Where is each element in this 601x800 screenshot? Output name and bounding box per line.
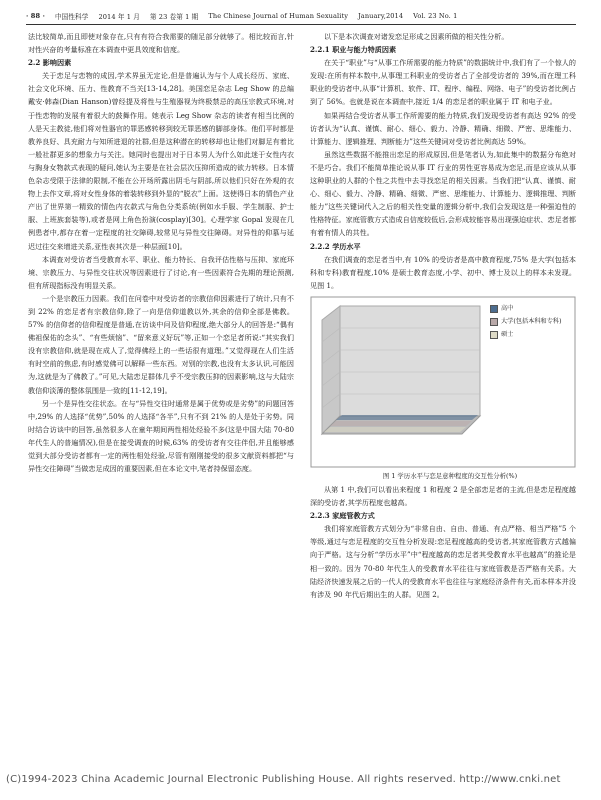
chart-side-wall [322, 306, 340, 434]
subsection-heading: 2.2.1 职业与能力特质因素 [310, 45, 397, 55]
subsection-heading: 2.2.2 学历水平 [310, 241, 361, 251]
volume-cn: 第 23 卷第 1 期 [149, 13, 199, 21]
series-depth-row [336, 415, 478, 420]
subsection-heading: 2.2.3 家庭管教方式 [310, 511, 375, 521]
paragraph: 从第 1 中,我们可以看出来程度 1 和程度 2 是全部恋足者的主流,但是恋足程度越深的受访者,其学历程度也越高。 [310, 484, 576, 508]
legend-label: 高中 [501, 304, 514, 312]
paragraph: 以下是本次调查对诸发恋足形成之因素所做的相关性分析。 [324, 32, 509, 41]
paragraph: 一个是宗教压力因素。我们在问卷中对受访者的宗教信仰因素进行了统计,只有不到 22% 的恋足者有宗教信仰,除了一向是信仰道教以外,其余的信仰全部是佛教。57% 的信仰者的信仰程度是普通,在访谈中问及信仰程度,绝大部分人的回答是:“偶有佛祖保佑的念头”、“有些烦恼”、“留来意义好玩”等,正如一个恋足者所说:“其实我们没有宗教信仰,就是现在成人了,觉得佛经上的一些话很有道理。”又觉得现在人们生活有时空前的焦虑,有时感觉佛可以解释一些东西。对别的宗教,也没有太多认识,可能因为,这就是为了佛教了。”可见,大陆恋足群体几乎不受宗教压抑的因素影响,这与大陆宗教信仰淡薄的整体氛围是一致的[11-12,19]。 [28, 293, 294, 395]
paragraph: 本调查对受访者当受教育水平、职业、能力特长、自我评估性格与压抑、家庭环境、宗教压力、与异性交往状况等因素进行了讨论,有一些因素符合先期的理论预测,但有所现指标没有明显关系。 [28, 254, 294, 290]
paragraph: 我们将家庭管教方式划分为“非常自由、自由、普通、有点严格、相当严格”5 个等级,通过与恋足程度的交互性分析发现:恋足程度越高的受访者,其家庭管教方式越偏向于严格。这与分析“学历水平”中“程度越高的恋足者其受教育水平也越高”的推论是相一致的。因为 70-80 年代生人的受教育水平往往与家庭管教是否严格有关系。大陆经济快速发展之后的一代人的受教育水平也往往与家庭经济条件有关,而本样本并没有涉及 90 年代后期出生的人群。见图 2。 [310, 524, 576, 599]
header-rule [26, 24, 576, 25]
legend-item [490, 330, 574, 339]
legend-swatch [490, 318, 498, 326]
legend-label: 硕士 [501, 330, 514, 338]
legend-swatch [490, 305, 498, 313]
paragraph: 另一个是异性交往状态。在与“异性交往时通常是属于优势或是劣势”的问题回答中,29% 的人选择“优势”,50% 的人选择“各半”,只有不到 21% 的人是处于劣势。同时结合访谈中的回答,虽然很多人在童年期间两性相处经验不多(这是中国大陆 70-80 年代生人的普遍情况),但是在接受调查的时候,63% 的受访者有交往伴侣,并且能够感觉到大部分受访者都有一定的两性相处经验,尽管有刚刚接受的很多文献资料都把“与异性交往障碍”当做恋足成因的重要因素,但在本论文中,笔者持保留态度。 [28, 398, 294, 474]
paragraph: 在关于“职业”与“从事工作所需要的能力特质”的数据统计中,我们有了一个惊人的发现:在所有样本数中,从事理工科职业的受访者占了全部受访者的 39%,而在理工科职业的受访者中,从事“计算机、软件、IT、程序、编程、网络、电子”的受访者比例占到了 56%。也就是说在本调查中,接近 1/4 的恋足者的职业属于 IT 和电子业。 [310, 58, 576, 107]
journal-name-cn: 中国性科学 [54, 13, 89, 21]
series-depth-row [324, 427, 466, 432]
journal-name-en: The Chinese Journal of Human Sexuality [208, 12, 349, 20]
copyright-footer: (C)1994-2023 China Academic Journal Electronic Publishing House. All rights reserved. http://www.cnki.net [6, 774, 561, 785]
figure-caption: 图 1 学历水平与恋足意种程度的交互性分析(%) [382, 471, 518, 480]
issue-date-en: January,2014 [358, 12, 404, 20]
paragraph: 虽然这些数据不能推出恋足的形成原因,但是笔者认为,如此集中的数据分布绝对不是巧合。我们不能简单推论说从事 IT 行业的男性更容易成为恋足,而是应该从从事这种职业的人群的个性之共性中去寻找恋足的相关因素。当我们把“认真、谨慎、耐心、细心、毅力、冷静、精确、细微、严密、思维能力、计算能力、逻辑推理、判断能力”这些关键词代入之后的相关性变量的逻辑分析中,我们会发现这是一种强迫性的性格特征。家庭管教方式造成自信度较低后,会形成较能容易出现强迫症状、恋足者都有着有情人的共性。 [310, 149, 576, 238]
paragraph: 法比较简单,而且即使对象存在,只有有符合我需要的随足部分就够了。相比较而言,针对性兴奋的考量标准在本调查中更具效度和信度。 [28, 32, 294, 55]
chart-legend [490, 304, 574, 343]
right-column [310, 30, 576, 601]
legend-label: 大学(包括本科和专科) [501, 317, 562, 325]
legend-item [490, 304, 574, 313]
volume-en: Vol. 23 No. 1 [413, 12, 458, 20]
issue-date-cn: 2014 年 1 月 [98, 13, 140, 21]
section-heading: 2.2 影响因素 [28, 58, 72, 68]
left-column [28, 30, 294, 475]
paragraph: 在我们调查的恋足者当中,有 10% 的受访者是高中教育程度,75% 是大学(包括本科和专科)教育程度,10% 是硕士教育态度,小学、初中、博士及以上的样本未发现。见图 1。 [310, 254, 576, 290]
running-header [26, 8, 576, 24]
chart-back-wall [340, 306, 480, 416]
page-number: · 88 · [26, 12, 45, 20]
paragraph: 关于恋足与恋物的成因,学术界虽无定论,但是普遍认为与个人成长经历、家庭、社会文化环境、压力、性教育不当关[13-14,28]。美国恋足杂志 Leg Show 的总编戴安·韩森(Dian Hanson)曾经提及将性与生殖器视为终极禁忌的高压宗教式环境,对于性恋物的发展有着很大的鼓舞作用。她表示 Leg Show 杂志的读者有相当比例的人是天主教徒,他们将对性器官的罪恶感转移到较无罪恶感的脚部身体。他们平时都是教养良好、具充耐力与知所进退的社群,但是这种潜在的转移却也让他们对脚足有着比一般社群更多的想象力与关注。她同时也提出对于日本男人为什么如此迷于女性内衣与胸身女物款式表现的疑问,她认为主要是在社会层次压抑所造成的欲力转移。日本情色杂志受限于法律的限制,不能在公开场所露出阴毛与阴部,所以他们只好在外观的衣物上去作文章,将对女性身体的着装转移到外显的“脱衣”上面。这使得日本的情色产业产出了世界第一精致的情色内衣款式与角色分类系统(例如水手服、学生制服、护士服、上班族套装等),或者是网上角色扮演(cosplay)[30]。心理学家 Gopal 发现在几例患者中,都存在着一定程度的社交障碍,较常见与异性交往障碍。对异性的仰慕与延迟过往交来增进关系,亚性表其次是一种层面[10]。 [28, 71, 294, 251]
legend-item [490, 317, 574, 326]
figure-1 [310, 296, 576, 468]
paragraph: 如果再结合受访者从事工作所需要的能力特质,我们发现受访者有高达 92% 的受访者认为“认真、谨慎、耐心、细心、毅力、冷静、精确、细微、严密、思维能力、计算能力、逻辑推理、判断能力”这些关键词对受访者比例高达 59%。 [310, 110, 576, 146]
legend-swatch [490, 331, 498, 339]
series-depth-row [330, 421, 472, 426]
